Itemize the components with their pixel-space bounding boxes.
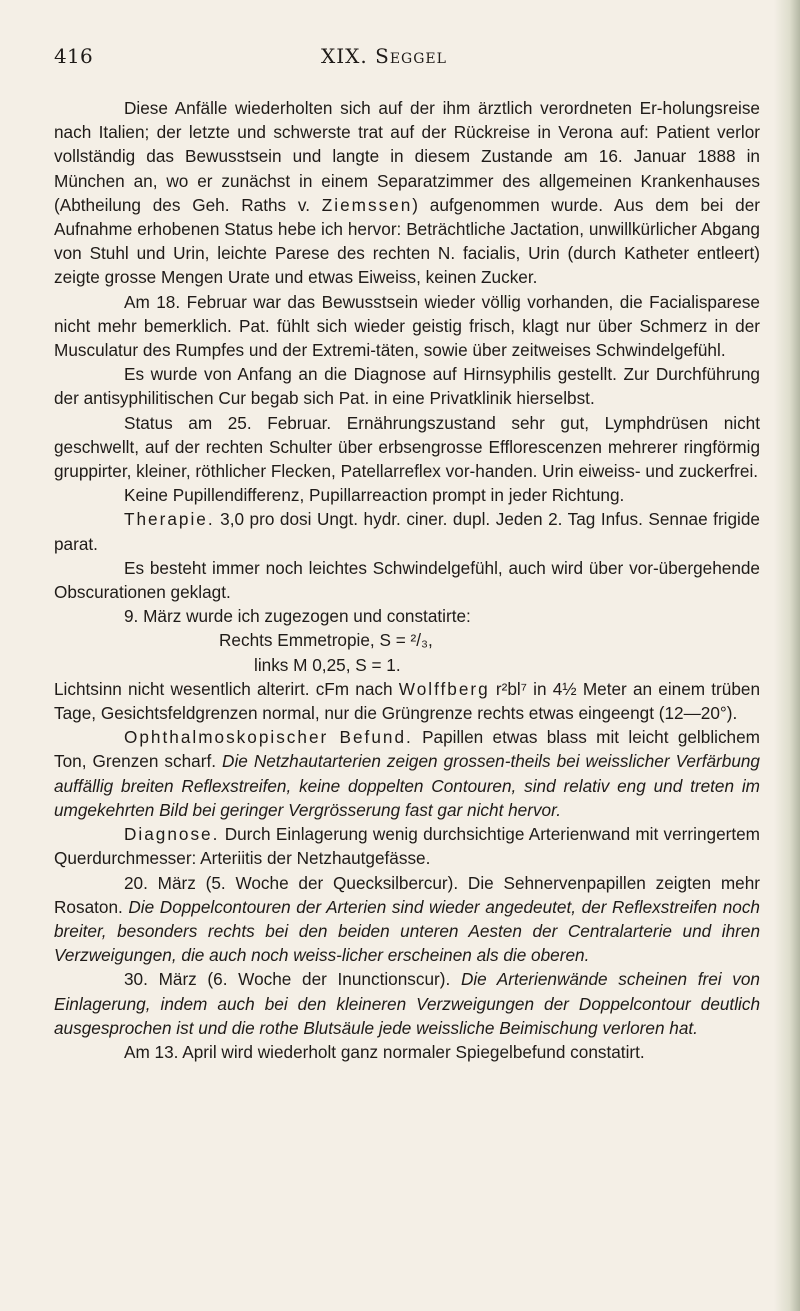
paragraph-11 xyxy=(54,822,760,870)
author-name-wolffberg: Wolffberg xyxy=(398,678,490,699)
paragraph-9 xyxy=(54,677,760,725)
running-title xyxy=(274,44,494,68)
paragraph-4: Status am 25. Februar. Ernährungszustand sehr gut, Lymphdrüsen nicht geschwellt, auf der rechten Schulter über erbsengrosse Efflorescenzen mehrerer ringförmig gruppirter, kleiner, röthlicher Flecken, Patellarreflex vor-handen. Urin eiweiss- und zuckerfrei. xyxy=(54,412,760,482)
march30-text: 30. März (6. Woche der Inunctionscur). xyxy=(124,969,461,990)
paragraph-2: Am 18. Februar war das Bewusstsein wieder völlig vorhanden, die Facialisparese nicht mehr bemerklich. Pat. fühlt sich wieder geistig frisch, klagt nur über Schmerz in der Musculatur des Rumpfes und der Extremi-täten, sowie über zeitweises Schwindelgefühl. xyxy=(54,291,760,361)
ophthalmoscopic-text: Papillen etwas blass mit leicht gelblichem Ton, Grenzen scharf. xyxy=(54,727,760,772)
page-number: 416 xyxy=(54,44,94,68)
ophthalmoscopic-italic: Die Netzhautarterien zeigen grossen-theils bei weisslicher Verfärbung auffällig breiten Reflexstreifen, keine doppelten Contouren, sind relativ eng und treten im umgekehrten Bild bei geringer Vergrösserung fast gar nicht hervor. xyxy=(54,751,760,820)
paragraph-3: Es wurde von Anfang an die Diagnose auf Hirnsyphilis gestellt. Zur Durchführung der antisyphilitischen Cur begab sich Pat. in eine Privatklinik hierselbst. xyxy=(54,364,760,409)
paragraph-14: Am 13. April wird wiederholt ganz normaler Spiegelbefund constatirt. xyxy=(124,1041,645,1062)
acuity-right: Rechts Emmetropie, S = ²/₃, xyxy=(219,630,433,651)
march30-italic: Die Arterienwände scheinen frei von Einlagerung, indem auch bei den kleineren Verzweigungen der Doppelcontour deutlich ausgesprochen ist und die rothe Blutsäule jede weissliche Beimischung verloren hat. xyxy=(54,969,760,1038)
paragraph-6 xyxy=(54,507,760,555)
therapy-label: Therapie. xyxy=(124,509,215,530)
light-sense-text-b: r²bl⁷ in 4½ Meter an einem trüben Tage, Gesichtsfeldgrenzen normal, nur die Grüngrenze rechts etwas eingeengt (12—20°). xyxy=(54,678,761,724)
running-title-author: Seggel xyxy=(375,44,447,68)
body-text xyxy=(54,96,760,1064)
paragraph-1-part-b: ) aufgenommen wurde. Aus dem bei der Aufnahme erhobenen Status hebe ich hervor: Beträchtliche Jactation, unwillkürlicher Abgang von Stuhl und Urin, leichte Parese des rechten N. facialis, Urin (durch Katheter entleert) zeigte grosse Mengen Urate und etwas Eiweiss, keinen Zucker. xyxy=(54,194,760,288)
light-sense-text-a: Lichtsinn nicht wesentlich alterirt. cFm nach xyxy=(54,678,399,699)
march20-italic: Die Doppelcontouren der Arterien sind wieder angedeutet, der Reflexstreifen noch breiter, besonders rechts bei den beiden unteren Aesten der Centralarterie und ihren Verzweigungen, die auch noch weiss-licher erscheinen als die oberen. xyxy=(54,896,760,966)
acuity-left: links M 0,25, S = 1. xyxy=(254,654,401,675)
paragraph-13 xyxy=(54,967,760,1040)
running-header xyxy=(54,44,734,74)
author-name-ziemssen: Ziemssen xyxy=(321,194,413,215)
paragraph-5: Keine Pupillendifferenz, Pupillarreaction prompt in jeder Richtung. xyxy=(124,485,625,506)
therapy-text: 3,0 pro dosi Ungt. hydr. ciner. dupl. Jeden 2. Tag Infus. Sennae frigide parat. xyxy=(54,509,760,554)
march20-text: 20. März (5. Woche der Quecksilbercur). Die Sehnervenpapillen zeigten mehr Rosaton. xyxy=(54,872,760,917)
paragraph-1 xyxy=(54,96,760,290)
running-title-prefix: XIX. xyxy=(321,44,376,68)
paragraph-7: Es besteht immer noch leichtes Schwindelgefühl, auch wird über vor-übergehende Obscurationen geklagt. xyxy=(54,557,760,603)
paragraph-10 xyxy=(54,725,760,822)
ophthalmoscopic-label: Ophthalmoskopischer Befund. xyxy=(124,727,413,748)
diagnosis-text: Durch Einlagerung wenig durchsichtige Arterienwand mit verringertem Querdurchmesser: Arteriitis der Netzhautgefässe. xyxy=(54,824,760,869)
paragraph-8: 9. März wurde ich zugezogen und constatirte: xyxy=(124,606,471,627)
paragraph-1-part-a: Diese Anfälle wiederholten sich auf der ihm ärztlich verordneten Er-holungsreise nach Italien; der letzte und schwerste trat auf der Rückreise in Verona auf: Patient verlor vollständig das Bewusstsein und langte in diesem Zustande am 16. Januar 1888 in München an, wo er zunächst in einem Separatzimmer des allgemeinen Krankenhauses (Abtheilung des Geh. Raths v. xyxy=(54,98,760,215)
page-edge-shadow xyxy=(774,0,800,1311)
diagnosis-label: Diagnose. xyxy=(124,824,220,845)
paragraph-12 xyxy=(54,871,760,968)
